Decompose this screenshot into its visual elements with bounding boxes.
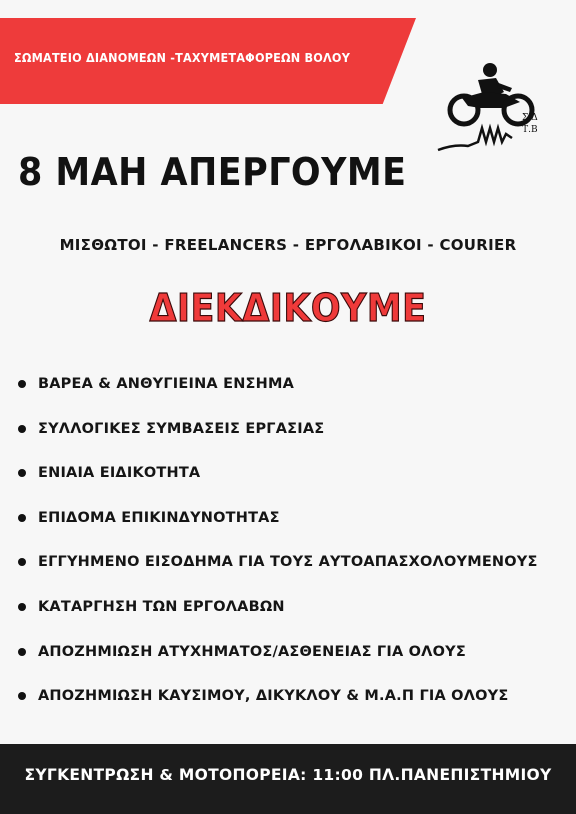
demand-text: ΒΑΡΕΑ & ΑΝΘΥΓΙΕΙΝΑ ΕΝΣΗΜΑ <box>38 376 295 392</box>
list-item <box>18 682 570 727</box>
logo-initials <box>522 112 538 136</box>
list-item <box>18 593 570 638</box>
bullet-icon <box>18 425 26 433</box>
bullet-icon <box>18 692 26 700</box>
motorcycle-rider-icon <box>434 58 544 154</box>
list-item <box>18 459 570 504</box>
union-name: ΣΩΜΑΤΕΙΟ ΔΙΑΝΟΜΕΩΝ -ΤΑΧΥΜΕΤΑΦΟΡΕΩΝ ΒΟΛΟΥ <box>14 50 351 65</box>
list-item <box>18 370 570 415</box>
rally-info: ΣΥΓΚΕΝΤΡΩΣΗ & ΜΟΤΟΠΟΡΕΙΑ: 11:00 ΠΛ.ΠΑΝΕΠΙΣΤΗΜΙΟΥ <box>24 766 552 784</box>
demand-text: ΑΠΟΖΗΜΙΩΣΗ ΚΑΥΣΙΜΟΥ, ΔΙΚΥΚΛΟΥ & Μ.Α.Π ΓΙΑ ΟΛΟΥΣ <box>38 688 509 705</box>
demand-text: ΑΠΟΖΗΜΙΩΣΗ ΑΤΥΧΗΜΑΤΟΣ/ΑΣΘΕΝΕΙΑΣ ΓΙΑ ΟΛΟΥΣ <box>38 643 466 660</box>
headline: 8 ΜΑΗ ΑΠΕΡΓΟΥΜΕ <box>18 150 407 194</box>
bullet-icon <box>18 558 26 566</box>
logo-line-2: Τ.Β <box>522 125 538 135</box>
demand-text: ΕΓΓΥΗΜΕΝΟ ΕΙΣΟΔΗΜΑ ΓΙΑ ΤΟΥΣ ΑΥΤΟΑΠΑΣΧΟΛΟΥΜΕΝΟΥΣ <box>38 554 538 571</box>
bullet-icon <box>18 469 26 477</box>
list-item <box>18 548 570 593</box>
list-item <box>18 638 570 683</box>
bullet-icon <box>18 380 26 388</box>
demand-heading: ΔΙΕΚΔΙΚΟΥΜΕ <box>149 286 427 330</box>
demand-text: ΕΠΙΔΟΜΑ ΕΠΙΚΙΝΔΥΝΟΤΗΤΑΣ <box>38 509 280 526</box>
bullet-icon <box>18 603 26 611</box>
bullet-icon <box>18 514 26 522</box>
demand-text: ΕΝΙΑΙΑ ΕΙΔΙΚΟΤΗΤΑ <box>38 465 201 482</box>
logo-line-1: Σ.Δ <box>522 113 538 123</box>
bullet-icon <box>18 648 26 656</box>
worker-categories: ΜΙΣΘΩΤΟΙ - FREELANCERS - ΕΡΓΟΛΑΒΙΚΟΙ - COURIER <box>59 236 517 254</box>
demands-list <box>18 370 570 727</box>
list-item <box>18 504 570 549</box>
list-item <box>18 415 570 460</box>
demand-text: ΚΑΤΑΡΓΗΣΗ ΤΩΝ ΕΡΓΟΛΑΒΩΝ <box>38 598 285 615</box>
demand-text: ΣΥΛΛΟΓΙΚΕΣ ΣΥΜΒΑΣΕΙΣ ΕΡΓΑΣΙΑΣ <box>38 420 325 437</box>
